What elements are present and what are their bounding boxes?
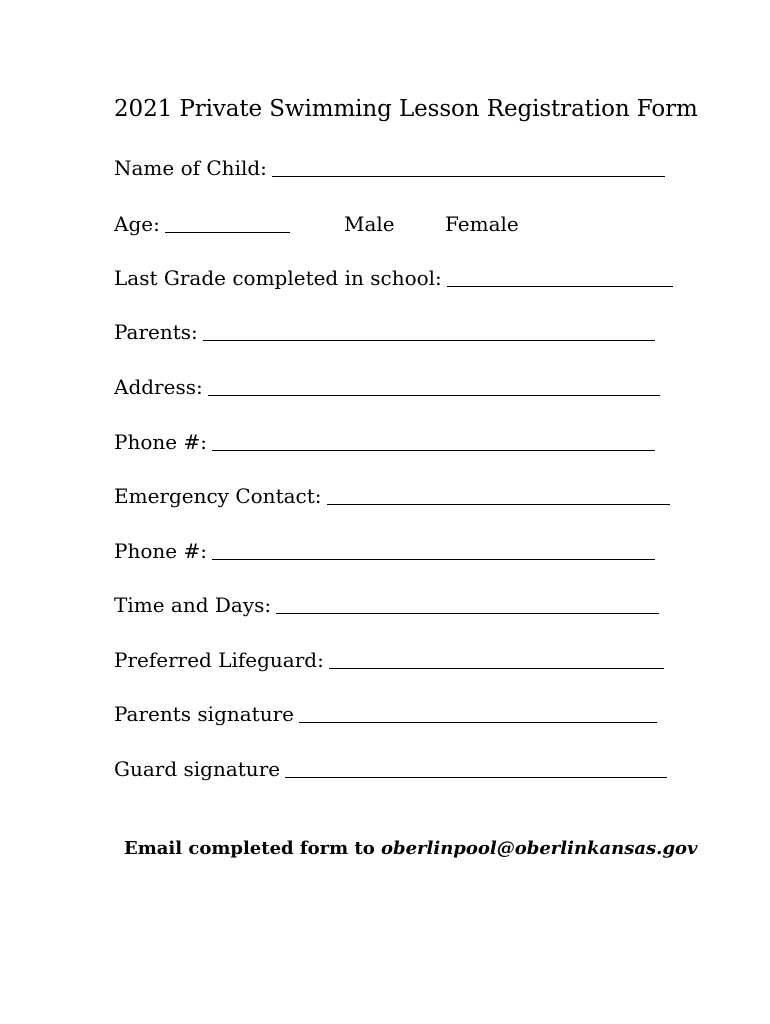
time-and-days-line[interactable] <box>276 597 659 614</box>
phone-row-2 <box>114 537 655 565</box>
parents-signature-label: Parents signature <box>114 702 294 726</box>
guard-signature-row <box>114 755 667 783</box>
form-title: 2021 Private Swimming Lesson Registration Form <box>114 96 698 122</box>
time-and-days-label: Time and Days: <box>114 593 272 617</box>
name-of-child-line[interactable] <box>272 160 665 177</box>
last-grade-line[interactable] <box>447 270 673 287</box>
parents-signature-row <box>114 700 657 728</box>
male-option[interactable]: Male <box>344 212 395 236</box>
address-label: Address: <box>114 375 203 399</box>
parents-line[interactable] <box>203 324 655 341</box>
phone-row-1 <box>114 428 655 456</box>
preferred-lifeguard-label: Preferred Lifeguard: <box>114 648 324 672</box>
age-label: Age: <box>114 212 160 236</box>
preferred-lifeguard-line[interactable] <box>329 652 664 669</box>
email-address-link[interactable]: oberlinpool@oberlinkansas.gov <box>381 838 698 859</box>
name-of-child-label: Name of Child: <box>114 156 267 180</box>
female-option[interactable]: Female <box>445 212 519 236</box>
address-line[interactable] <box>208 379 660 396</box>
emergency-contact-label: Emergency Contact: <box>114 484 322 508</box>
address-row <box>114 373 660 401</box>
time-and-days-row <box>114 591 659 619</box>
guard-signature-label: Guard signature <box>114 757 281 781</box>
email-instruction <box>124 836 698 862</box>
age-sex-row <box>114 210 534 238</box>
phone-line-1[interactable] <box>212 434 655 451</box>
preferred-lifeguard-row <box>114 646 664 674</box>
email-instruction-text: Email completed form to <box>124 838 382 859</box>
phone-line-2[interactable] <box>212 543 655 560</box>
last-grade-label: Last Grade completed in school: <box>114 266 442 290</box>
name-of-child-row <box>114 154 665 182</box>
last-grade-row <box>114 264 673 292</box>
phone-label-1: Phone #: <box>114 430 207 454</box>
guard-signature-line[interactable] <box>285 761 667 778</box>
parents-row <box>114 318 655 346</box>
phone-label-2: Phone #: <box>114 539 207 563</box>
age-line[interactable] <box>165 216 290 233</box>
emergency-contact-line[interactable] <box>327 488 670 505</box>
emergency-contact-row <box>114 482 670 510</box>
parents-label: Parents: <box>114 320 198 344</box>
parents-signature-line[interactable] <box>299 706 657 723</box>
